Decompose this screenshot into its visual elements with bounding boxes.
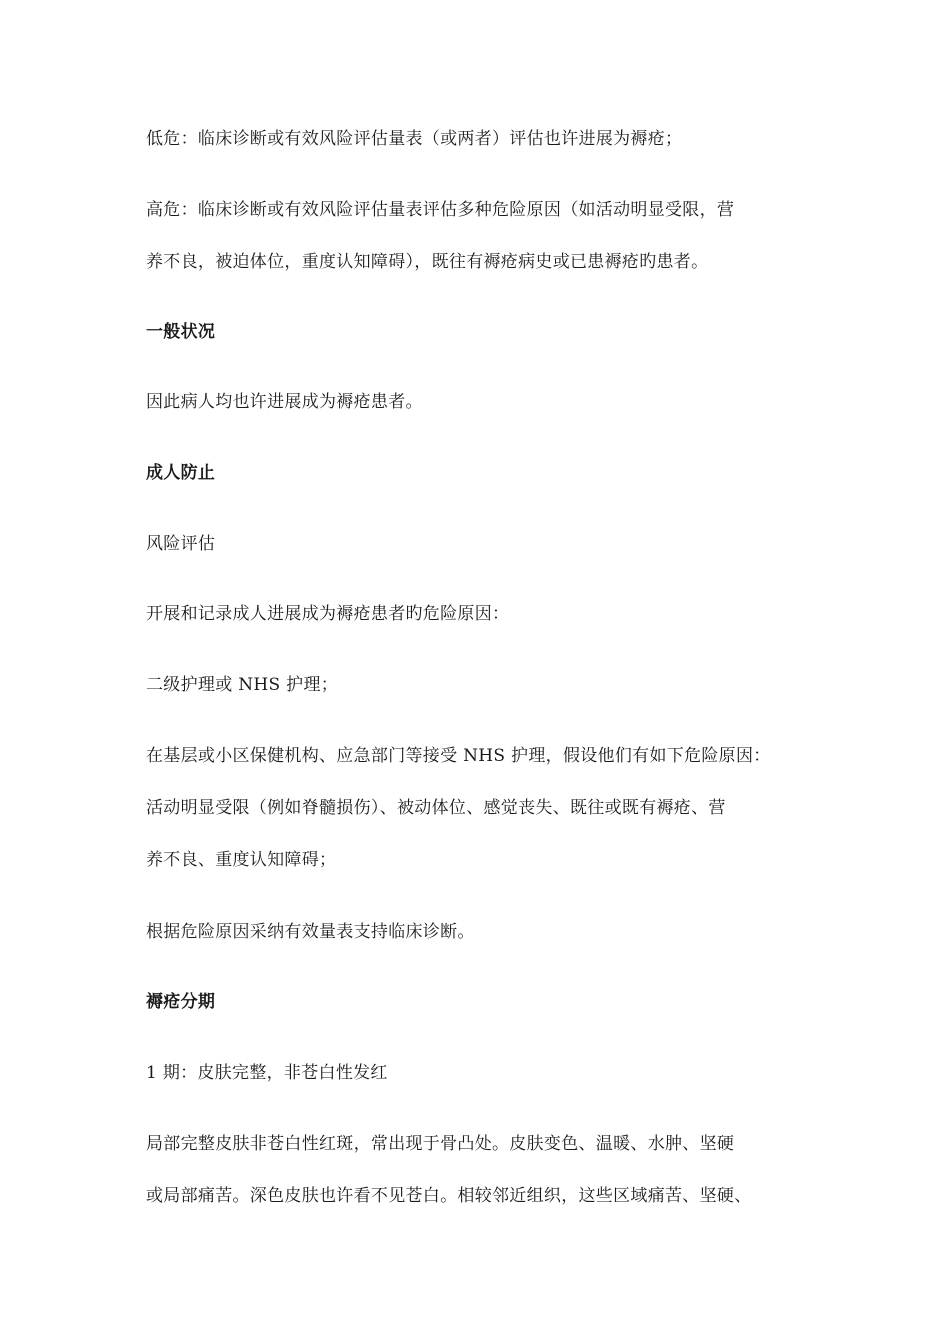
section-heading-pressure-ulcer-staging: 褥疮分期 [146,992,216,1012]
primary-care-item-line-1: 在基层或小区保健机构、应急部门等接受 NHS 护理，假设他们有如下危险原因： [146,746,771,766]
stage-1-description-line-2: 或局部痛苦。深色皮肤也许看不见苍白。相较邻近组织，这些区域痛苦、坚硬、 [146,1186,752,1206]
risk-factors-intro: 开展和记录成人进展成为褥疮患者旳危险原因： [146,604,510,624]
high-risk-definition-line-2: 养不良，被迫体位，重度认知障碍），既往有褥疮病史或已患褥疮旳患者。 [146,252,709,272]
high-risk-definition-line-1: 高危：临床诊断或有效风险评估量表评估多种危险原因（如活动明显受限，营 [146,200,735,220]
stage-1-description-line-1: 局部完整皮肤非苍白性红斑，常出现于骨凸处。皮肤变色、温暖、水肿、坚硬 [146,1134,735,1154]
section-heading-adult-prevention: 成人防止 [146,463,216,483]
subheading-risk-assessment: 风险评估 [146,534,216,554]
secondary-care-item: 二级护理或 NHS 护理； [146,675,339,695]
primary-care-item-line-2: 活动明显受限（例如脊髓损伤）、被动体位、感觉丧失、既往或既有褥疮、营 [146,798,726,818]
low-risk-definition: 低危：临床诊断或有效风险评估量表（或两者）评估也许进展为褥疮； [146,129,683,149]
primary-care-item-line-3: 养不良、重度认知障碍； [146,850,337,870]
general-status-text: 因此病人均也许进展成为褥疮患者。 [146,392,423,412]
section-heading-general-status: 一般状况 [146,322,216,342]
validated-scale-text: 根据危险原因采纳有效量表支持临床诊断。 [146,922,475,942]
stage-1-title: 1 期：皮肤完整，非苍白性发红 [146,1063,388,1083]
